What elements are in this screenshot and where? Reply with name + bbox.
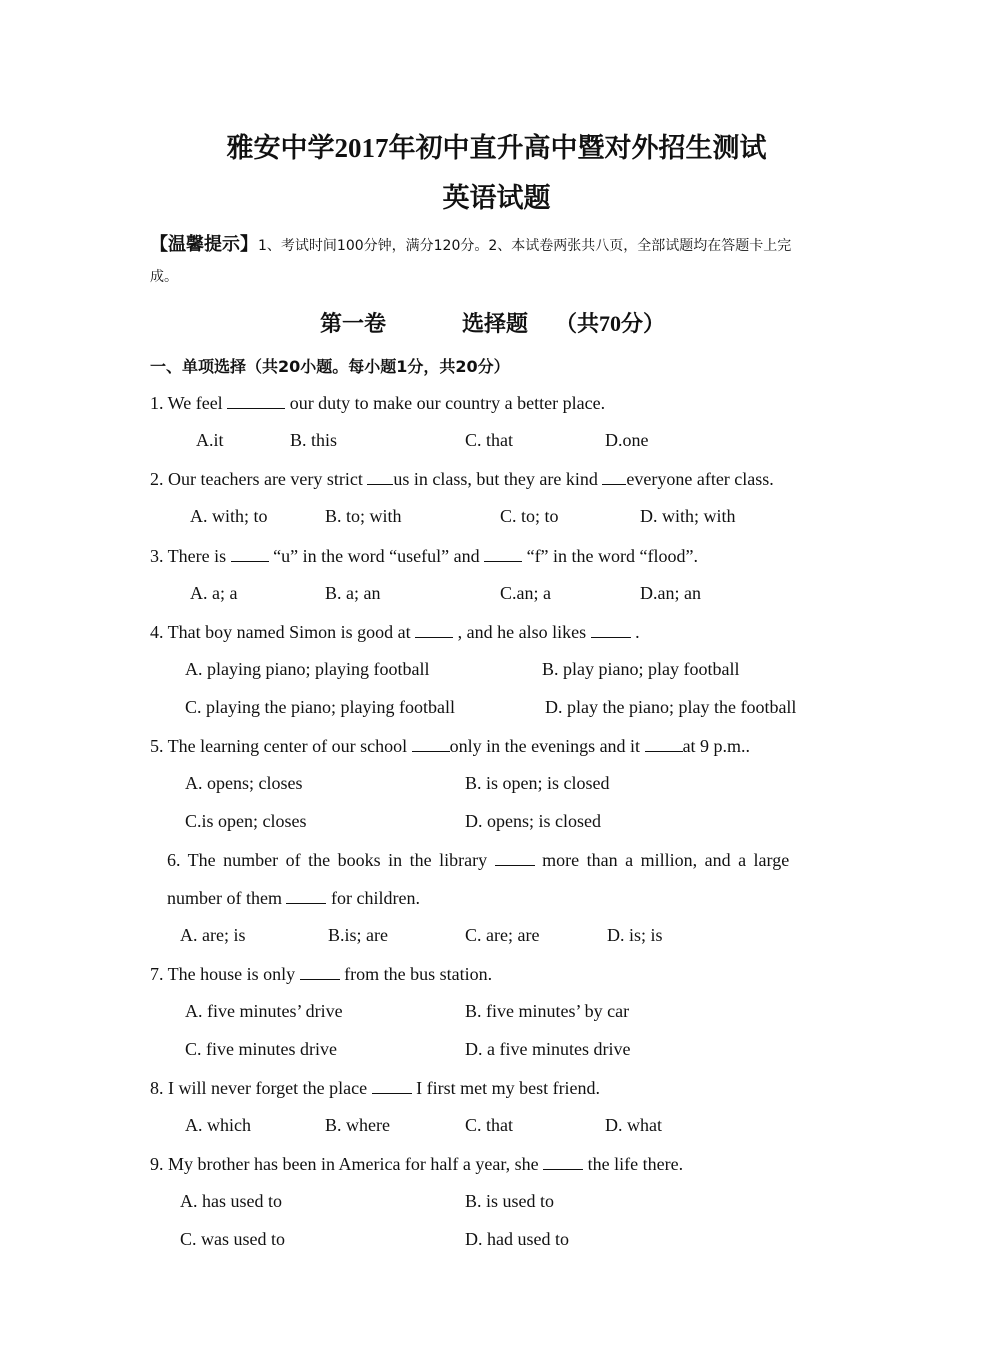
option-a: A. a; a	[190, 583, 238, 603]
option-b: B.is; are	[328, 925, 388, 945]
answer-blank	[412, 735, 450, 752]
question-6-cont	[167, 887, 420, 909]
question-text: from the bus station.	[344, 964, 493, 984]
part-heading: 一、单项选择（共20小题。每小题1分，共20分）	[150, 357, 510, 376]
option-d: D. had used to	[465, 1229, 569, 1249]
option-d: D. what	[605, 1115, 662, 1135]
answer-blank	[300, 963, 340, 980]
tip-text-1: 1、考试时间100分钟，满分120分。2、本试卷两张共八页，全部试题均在答题卡上完	[258, 238, 792, 254]
answer-blank	[591, 621, 631, 638]
option-b: B. this	[290, 430, 338, 450]
answer-blank	[227, 392, 285, 409]
option-c: C. are; are	[465, 925, 540, 945]
question-text: , and he also likes	[457, 622, 587, 642]
option-c: C. that	[465, 430, 513, 450]
question-4	[150, 621, 640, 643]
question-text: 6. The number of the books in the library	[167, 850, 488, 870]
question-text: “u” in the word “useful” and	[273, 546, 480, 566]
option-d: D. is; is	[607, 925, 663, 945]
option-d: D. a five minutes drive	[465, 1039, 631, 1059]
option-c: C. was used to	[180, 1229, 285, 1249]
question-6	[167, 849, 789, 871]
answer-blank	[367, 468, 393, 485]
question-text: .	[635, 622, 640, 642]
tip-text-2: 成。	[150, 269, 178, 285]
option-d: D.one	[605, 430, 649, 450]
question-5	[150, 735, 750, 757]
question-text: 5. The learning center of our school	[150, 736, 408, 756]
option-c: C. to; to	[500, 506, 559, 526]
option-c: C. that	[465, 1115, 513, 1135]
option-b: B. where	[325, 1115, 390, 1135]
question-text: 3. There is	[150, 546, 227, 566]
option-b: B. to; with	[325, 506, 402, 526]
question-text: 7. The house is only	[150, 964, 296, 984]
question-1	[150, 392, 605, 414]
option-a: A. are; is	[180, 925, 246, 945]
option-b: B. play piano; play football	[542, 659, 740, 679]
option-a: A. which	[185, 1115, 251, 1135]
option-a: A. five minutes’ drive	[185, 1001, 343, 1021]
section-score: （共70分）	[555, 311, 666, 336]
question-2	[150, 468, 774, 490]
option-b: B. is open; is closed	[465, 773, 610, 793]
option-b: B. five minutes’ by car	[465, 1001, 630, 1021]
question-text: 9. My brother has been in America for half a year, she	[150, 1154, 539, 1174]
section-name: 选择题	[462, 311, 529, 336]
option-d: D. opens; is closed	[465, 811, 601, 831]
question-text: at 9 p.m..	[682, 736, 751, 756]
answer-blank	[495, 849, 535, 866]
answer-blank	[415, 621, 453, 638]
question-text: everyone after class.	[626, 469, 774, 489]
question-text: the life there.	[587, 1154, 684, 1174]
option-d: D. with; with	[640, 506, 736, 526]
question-text: us in class, but they are kind	[393, 469, 598, 489]
tip-label: 【温馨提示】	[150, 234, 258, 255]
answer-blank	[645, 735, 683, 752]
option-c: C.is open; closes	[185, 811, 307, 831]
answer-blank	[286, 887, 326, 904]
question-7	[150, 963, 492, 985]
option-c: C. playing the piano; playing football	[185, 697, 455, 717]
question-3	[150, 545, 698, 567]
option-b: B. a; an	[325, 583, 381, 603]
answer-blank	[484, 545, 522, 562]
question-text: 2. Our teachers are very strict	[150, 469, 363, 489]
question-9	[150, 1153, 683, 1175]
exam-subtitle: 英语试题	[442, 183, 551, 213]
answer-blank	[602, 468, 626, 485]
question-text: our duty to make our country a better place.	[289, 393, 606, 413]
option-d: D.an; an	[640, 583, 701, 603]
question-text: number of them	[167, 888, 282, 908]
question-text: 4. That boy named Simon is good at	[150, 622, 411, 642]
question-text: I first met my best friend.	[416, 1078, 601, 1098]
question-8	[150, 1077, 600, 1099]
option-c: C. five minutes drive	[185, 1039, 337, 1059]
option-a: A. with; to	[190, 506, 268, 526]
option-c: C.an; a	[500, 583, 551, 603]
question-text: “f” in the word “flood”.	[526, 546, 699, 566]
question-text: 1. We feel	[150, 393, 223, 413]
option-a: A. has used to	[180, 1191, 282, 1211]
option-a: A. opens; closes	[185, 773, 303, 793]
exam-title: 雅安中学2017年初中直升高中暨对外招生测试	[226, 133, 767, 163]
option-a: A.it	[196, 430, 224, 450]
option-a: A. playing piano; playing football	[185, 659, 430, 679]
answer-blank	[372, 1077, 412, 1094]
question-text: for children.	[330, 888, 420, 908]
tip-line-1	[150, 230, 791, 256]
question-text: more than a million, and a large	[542, 850, 790, 870]
answer-blank	[231, 545, 269, 562]
question-text: only in the evenings and it	[449, 736, 641, 756]
question-text: 8. I will never forget the place	[150, 1078, 368, 1098]
section-vol: 第一卷	[320, 311, 387, 336]
option-d: D. play the piano; play the football	[545, 697, 797, 717]
option-b: B. is used to	[465, 1191, 555, 1211]
answer-blank	[543, 1153, 583, 1170]
